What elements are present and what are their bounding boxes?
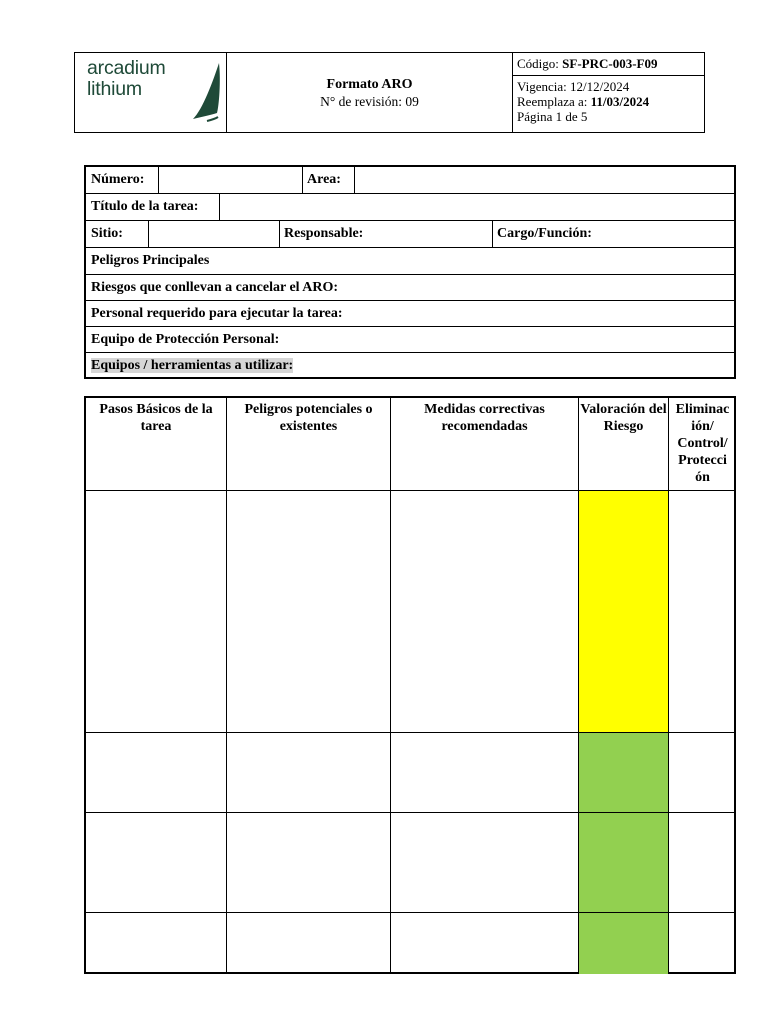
row-numero-area [86,167,734,194]
form-title-cell [227,53,513,133]
code-value: SF-PRC-003-F09 [562,56,658,71]
personal-label: Personal requerido para ejecutar la tarea: [91,306,343,321]
reemplaza-value: 11/03/2024 [590,94,650,109]
logo-line1: arcadium [87,57,166,79]
responsable-label: Responsable: [284,226,364,241]
epp-label: Equipo de Protección Personal: [91,332,280,347]
numero-field[interactable] [159,167,302,193]
code-cell [513,53,705,133]
col-valoracion-riesgo: Valoración del Riesgo [580,402,667,434]
code-row [513,53,704,76]
row-personal [86,301,734,327]
row-titulo [86,194,734,221]
code-label: Código: [517,56,563,71]
row-sitio [86,221,734,248]
titulo-field[interactable] [220,194,734,220]
row-peligros [86,248,734,275]
logo-leaf-icon [193,61,221,123]
col-medidas-correctivas: Medidas correctivas recomendadas [424,402,545,434]
logo-cell [75,53,227,133]
area-label: Area: [307,172,341,187]
riesgos-label: Riesgos que conllevan a cancelar el ARO: [91,280,339,295]
page-number: Página 1 de 5 [517,109,588,124]
titulo-label: Título de la tarea: [91,199,199,214]
numero-label: Número: [91,172,145,187]
company-logo [87,58,166,100]
cargo-label: Cargo/Función: [497,226,592,241]
document-header [74,52,705,133]
reemplaza-label: Reemplaza a: [517,94,591,109]
col-pasos-basicos: Pasos Básicos de la tarea [99,402,213,434]
equipos-label: Equipos / herramientas a utilizar: [91,358,294,373]
reemplaza-row [517,94,700,109]
row-epp [86,327,734,353]
risk-cell-green-2[interactable] [579,813,668,912]
risk-cell-green-3[interactable] [579,913,668,974]
revision-number: N° de revisión: 09 [320,93,419,109]
logo-line2: lithium [87,78,142,100]
peligros-label: Peligros Principales [91,253,210,268]
sitio-label: Sitio: [91,226,123,241]
col-peligros-potenciales: Peligros potenciales o existentes [244,402,373,434]
risk-cell-green-1[interactable] [579,733,668,812]
area-field[interactable] [355,167,735,193]
row-equipos [86,353,734,379]
form-title: Formato ARO [326,76,413,92]
task-info-table [84,165,736,379]
risk-analysis-table [84,396,736,974]
row-riesgos [86,275,734,301]
risk-cell-yellow[interactable] [579,491,668,732]
vigencia: Vigencia: 12/12/2024 [517,79,630,94]
col-eliminacion-control: Eliminac ión/ Control/ Protecci ón [675,402,730,485]
sitio-field[interactable] [149,221,279,247]
